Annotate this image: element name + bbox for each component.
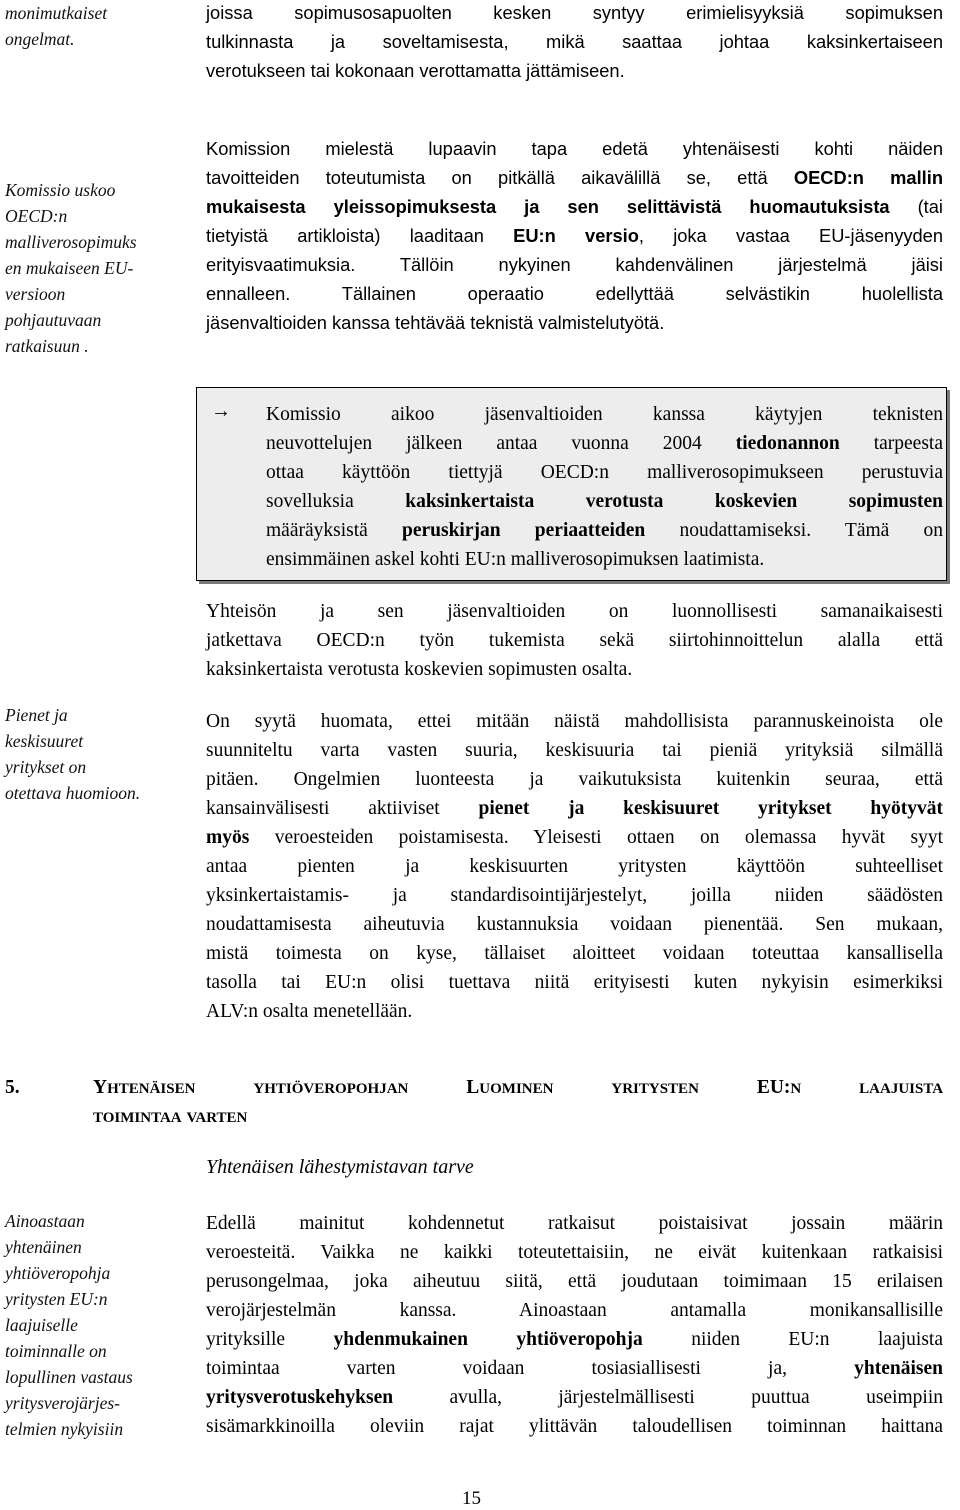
paragraph-commission-view: Komission mielestä lupaavin tapa edetä yhtenäisesti kohti näiden tavoitteiden toteutumista on pitkällä aikavälillä se, että OECD:n mallin mukaisesta yleissopimuksesta ja sen selittävistä huomautuksista (tai tietyistä artikloista) laaditaan EU:n versio, joka vastaa EU-jäsenyyden erityisvaatimuksia. Tällöin nykyinen kahdenvälinen järjestelmä jäisi ennalleen. Tällainen operaatio edellyttää selvästikin huolellista jäsenvaltioiden kanssa tehtävää teknistä valmistelutyötä. <box>206 138 943 333</box>
page-number: 15 <box>462 1488 481 1509</box>
arrow-icon: → <box>211 400 231 422</box>
section-title-line2: TOIMINTAA VARTEN <box>93 1110 248 1126</box>
paragraph-oecd-support: Yhteisön ja sen jäsenvaltioiden on luonnollisesti samanaikaisesti jatkettava OECD:n työn tukemista sekä siirtohinnoittelun alalla että kaksinkertaista verotusta koskevien sopimusten osalta. <box>206 601 943 680</box>
subheading: Yhtenäisen lähestymistavan tarve <box>206 1156 474 1178</box>
section-number: 5. <box>5 1077 20 1098</box>
paragraph-sme: On syytä huomata, ettei mitään näistä mahdollisista parannuskeinoista ole suunniteltu varta vasten suuria, keskisuuria tai pieniä yrityksiä silmällä pitäen. Ongelmien luonteesta ja vaikutuksista kuitenkin seuraa, että kansainvälisesti aktiiviset pienet ja keskisuuret yritykset hyötyvät myös veroesteiden poistamisesta. Yleisesti ottaen on olemassa hyvät syyt antaa pienten ja keskisuurten yritysten käyttöön suhteelliset yksinkertaistamis- ja standardisointijärjestelyt, joilla niiden säädösten noudattamisesta aiheutuvia kustannuksia voidaan pienentää. Sen mukaan, mistä toimesta on kyse, tällaiset aloitteet voidaan toteuttaa kansallisella tasolla tai EU:n olisi tuettava niitä erityisesti kuten nykyisin esimerkiksi ALV:n osalta menetellään. <box>206 711 943 1022</box>
section-title-line1: YHTENÄISEN YHTIÖVEROPOHJAN LUOMINEN YRITYSTEN EU:N LAAJUISTA <box>93 1077 944 1098</box>
paragraph-double-taxation: joissa sopimusosapuolten kesken syntyy erimielisyyksiä sopimuksen tulkinnasta ja soveltamisesta, mikä saattaa johtaa kaksinkertaiseen verotukseen tai kokonaan verottamatta jättämiseen. <box>206 2 943 81</box>
callout-box-commission-action <box>196 387 947 581</box>
margin-note-common-tax-base: Ainoastaan yhtenäinen yhtiöveropohja yritysten EU:n laajuiselle toiminnalle on lopullinen vastaus yritysverojärjes- telmien nykyisiin <box>5 1211 133 1439</box>
paragraph-unified-approach: Edellä mainitut kohdennetut ratkaisut poistaisivat jossain määrin veroesteitä. Vaikka ne kaikki toteutettaisiin, ne eivät kuitenkaan ratkaisisi perusongelmaa, joka aiheutuu siitä, että joudutaan toimimaan 15 erilaisen verojärjestelmän kanssa. Ainoastaan antamalla monikansallisille yrityksille yhdenmukainen yhtiöveropohja niiden EU:n laajuista toimintaa varten voidaan tosiasiallisesti ja, yhtenäisen yritysverotuskehyksen avulla, järjestelmällisesti puuttua useimpiin sisämarkkinoilla oleviin rajat ylittävän taloudellisen toiminnan haittana <box>206 1213 943 1437</box>
margin-note-complex-problems: monimutkaiset ongelmat. <box>5 3 108 49</box>
callout-text: Komissio aikoo jäsenvaltioiden kanssa käytyjen teknisten neuvottelujen jälkeen antaa vuonna 2004 tiedonannon tarpeesta ottaa käyttöön tiettyjä OECD:n malliverosopimukseen perustuvia sovelluksia kaksinkertaista verotusta koskevien sopimusten määräyksistä peruskirjan periaatteiden noudattamiseksi. Tämä on ensimmäinen askel kohti EU:n malliverosopimuksen laatimista. <box>266 404 944 570</box>
margin-note-sme: Pienet ja keskisuuret yritykset on otettava huomioon. <box>5 705 141 803</box>
margin-note-commission-model: Komissio uskoo OECD:n malliverosopimuks en mukaiseen EU- versioon pohjautuvaan ratkaisuun . <box>5 180 137 356</box>
